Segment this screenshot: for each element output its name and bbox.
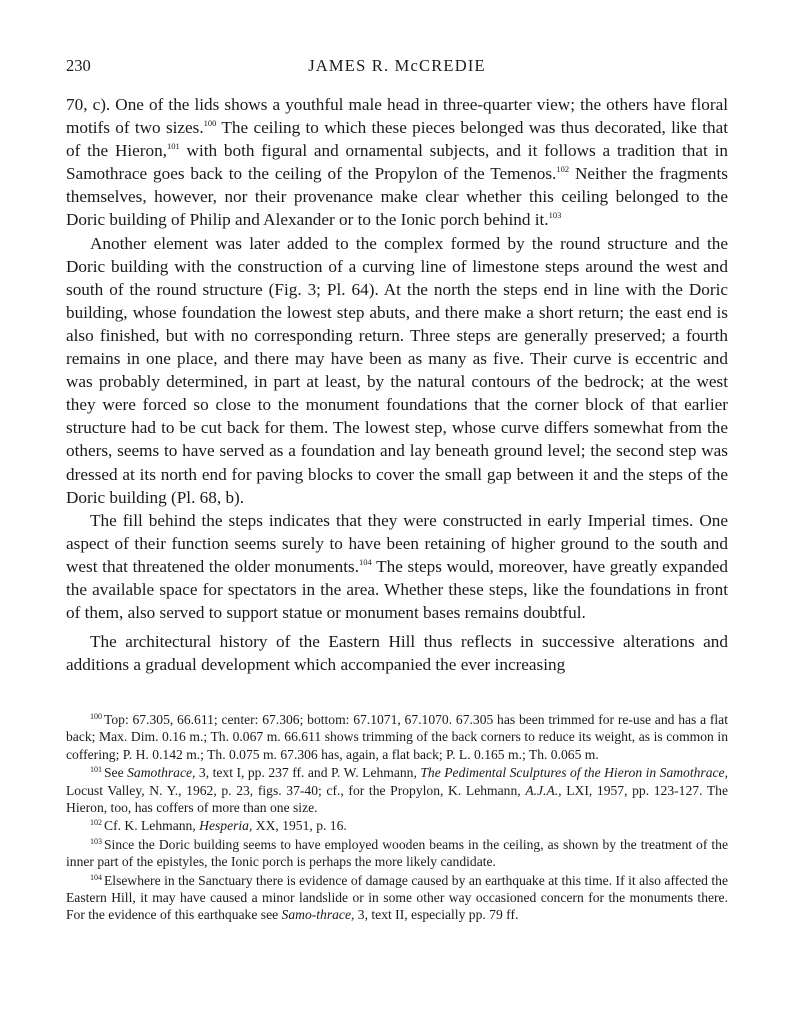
footnote-102-text-b: XX, 1951, p. 16.	[252, 818, 347, 834]
paragraph-1-text-a: 70, c). One of the lids shows a youthful male head in three-quarter view; the others have floral motifs of two sizes.	[66, 95, 728, 138]
footnote-103	[66, 836, 728, 871]
main-text	[66, 93, 728, 676]
paragraph-3-text-a: The fill behind the steps indicates that they were constructed in early Imperial times. One aspect of their function seems surely to have been retaining of higher ground to the south and west that threatened the older monuments.	[66, 510, 728, 576]
footnotes	[66, 711, 728, 924]
footnote-102	[66, 817, 728, 834]
footnote-ref-104: 104	[359, 556, 372, 567]
footnote-101-text-a: See	[104, 765, 128, 781]
footnote-101-title-a: Samothrace,	[127, 765, 196, 781]
footnote-ref-102: 102	[556, 164, 570, 175]
paragraph-2: Another element was later added to the complex formed by the round structure and the Doric building with the construction of a curving line of limestone steps around the west and south of the round structure (Fig. 3; Pl. 64). At the north the steps end in line with the Doric building, whose foundation the lowest step abuts, and there make a short return; the east end is also finished, but with no corresponding return. Three steps are generally preserved; a fourth remains in one place, and there may have been as many as five. Their curve is eccentric and was probably determined, in part at least, by the natural contours of the bedrock; at the west they were forced so close to the monument foundations that the corner block of that earlier structure had to be cut back for them. The lowest step, whose curve differs somewhat from the others, seems to have served as a foundation and lay beneath ground level; the second step was dressed at its north end for paving blocks to cover the small gap between it and the steps of the Doric building (Pl. 68, b).	[66, 233, 728, 507]
footnote-100-text: Top: 67.305, 66.611; center: 67.306; bottom: 67.1071, 67.1070. 67.305 has been trimmed for re-use and has a flat back; Max. Dim. 0.16 m.; Th. 0.067 m. 66.611 shows trimming of the back corners to reduce its weight, as is common in coffering; P. H. 0.142 m.; Th. 0.075 m. 67.306 has, again, a flat back; P. L. 0.165 m.; Th. 0.065 m.	[66, 712, 728, 762]
paragraph-1	[66, 93, 728, 232]
footnote-mark-101: 101	[90, 765, 102, 775]
footnote-101-text-b: 3, text I, pp. 237 ff. and P. W. Lehmann,	[195, 765, 421, 781]
footnote-mark-104: 104	[90, 872, 102, 882]
footnote-mark-102: 102	[90, 818, 102, 828]
footnote-104	[66, 872, 728, 924]
footnote-ref-103: 103	[548, 210, 562, 221]
footnote-101	[66, 764, 728, 816]
footnote-101-text-c: Locust Valley, N. Y., 1962, p. 23, figs. 37-40; cf., for the Propylon, K. Lehmann,	[66, 782, 526, 798]
footnote-101-text-d: LXI, 1957, pp. 123-127. The Hieron, too, has coffers of more than one size.	[66, 782, 729, 816]
page-header	[66, 56, 728, 80]
footnote-102-title: Hesperia,	[199, 818, 253, 834]
running-head: JAMES R. McCREDIE	[308, 56, 486, 75]
paragraph-3-text-b: The steps would, moreover, have greatly expanded the available space for spectators in the area. Whether these steps, like the foundations in front of them, also served to support statue or monument bases remains doubtful.	[66, 556, 728, 623]
footnote-104-text-b: 3, text II, especially pp. 79 ff.	[354, 907, 519, 923]
footnote-103-text: Since the Doric building seems to have employed wooden beams in the ceiling, as shown by the treatment of the inner part of the epistyles, the Ionic porch is perhaps the more likely candidate.	[66, 836, 728, 870]
paragraph-1-text-d: Neither the fragments themselves, however, nor their provenance make clear whether this ceiling belonged to the Doric building of Philip and Alexander or to the Ionic porch behind it.	[66, 164, 728, 230]
page-number: 230	[66, 56, 91, 75]
footnote-mark-100: 100	[90, 712, 102, 721]
paragraph-1-text-c: with both figural and ornamental subjects, and it follows a tradition that in Samothrace goes back to the ceiling of the Propylon of the Temenos.	[66, 141, 728, 184]
footnote-ref-101: 101	[166, 141, 180, 152]
footnote-102-text-a: Cf. K. Lehmann,	[104, 818, 200, 834]
footnote-100	[66, 711, 728, 763]
paragraph-4: The architectural history of the Eastern Hill thus reflects in successive alterations and additions a gradual development which accompanied the ever increasing	[66, 632, 728, 675]
footnote-101-title-c: A.J.A.,	[525, 782, 562, 798]
paragraph-3	[66, 509, 728, 624]
footnote-mark-103: 103	[90, 836, 102, 846]
footnote-ref-100: 100	[203, 118, 217, 129]
footnote-101-title-b: The Pedimental Sculptures of the Hieron in Samothrace,	[420, 765, 728, 781]
footnote-104-text-a: Elsewhere in the Sanctuary there is evidence of damage caused by an earthquake at this time. If it also affected the Eastern Hill, it may have caused a minor landslide or in some other way occasioned concern for the monuments there. For the evidence of this earthquake see	[66, 872, 728, 923]
footnote-104-title: Samo-thrace,	[281, 907, 355, 923]
paragraph-1-text-b: The ceiling to which these pieces belonged was thus decorated, like that of the Hieron,	[66, 118, 728, 161]
